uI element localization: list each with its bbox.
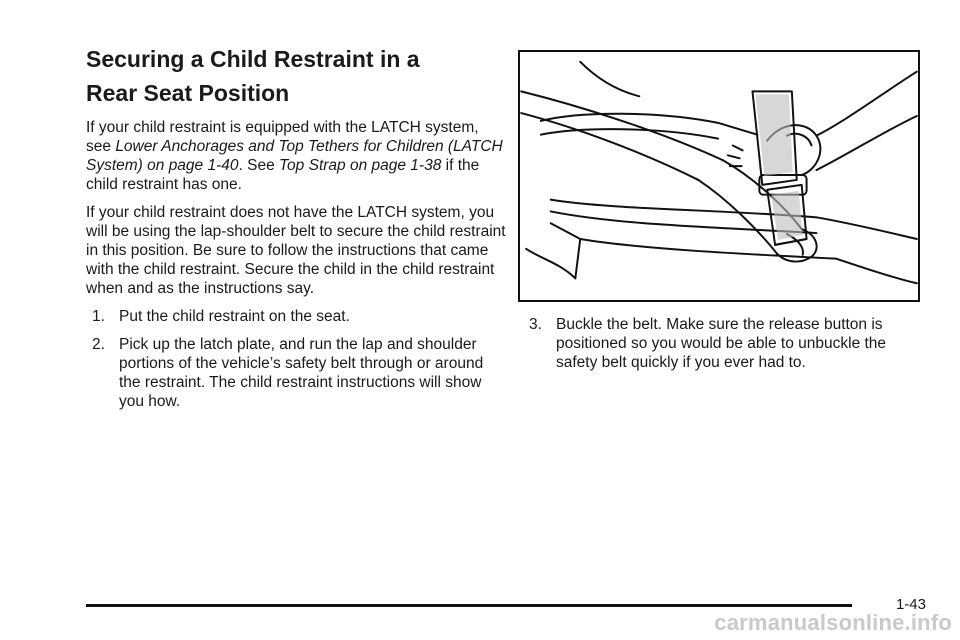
- left-column: [86, 42, 506, 420]
- heading-line-2: Rear Seat Position: [86, 80, 290, 106]
- steps-list: [86, 307, 506, 411]
- buckling-belt-illustration: [518, 50, 920, 302]
- footer-divider: [86, 604, 852, 607]
- intro-text-c: if the child restraint has one.: [86, 157, 480, 193]
- list-item: [86, 307, 506, 326]
- step-text: Put the child restraint on the seat.: [119, 308, 350, 325]
- intro-text-b: . See: [238, 157, 280, 174]
- watermark-logo: carmanualsonline.info: [714, 610, 952, 635]
- list-item: [86, 335, 506, 411]
- section-heading: [86, 42, 506, 110]
- step-text: Pick up the latch plate, and run the lap and shoulder portions of the vehicle’s safety belt through or around the restraint. The child restraint instructions will show you how.: [119, 336, 484, 410]
- right-column: [523, 315, 923, 381]
- step-number: 3.: [529, 316, 542, 333]
- latch-reference-link[interactable]: Lower Anchorages and Top Tethers for Children (LATCH System) on page 1-40: [86, 138, 503, 174]
- steps-list-continued: [523, 315, 923, 372]
- step-number: 1.: [92, 308, 105, 325]
- list-item: [523, 315, 923, 372]
- intro-text-a: If your child restraint is equipped with the LATCH system, see: [86, 119, 479, 155]
- intro-paragraph-no-latch: If your child restraint does not have the LATCH system, you will be using the lap-shoulder belt to secure the child restraint in this position. Be sure to follow the instructions that came with the child restraint. Secure the child in the child restraint when and as the instructions say.: [86, 204, 506, 297]
- intro-paragraph-latch: [86, 118, 506, 194]
- step-number: 2.: [92, 336, 105, 353]
- page-number: 1-43: [895, 596, 926, 613]
- illustration-drawing: [520, 52, 918, 300]
- step-text: Buckle the belt. Make sure the release button is positioned so you would be able to unbuckle the safety belt quickly if you ever had to.: [556, 316, 887, 371]
- top-strap-reference-link[interactable]: Top Strap on page 1-38: [279, 157, 442, 174]
- heading-line-1: Securing a Child Restraint in a: [86, 46, 420, 72]
